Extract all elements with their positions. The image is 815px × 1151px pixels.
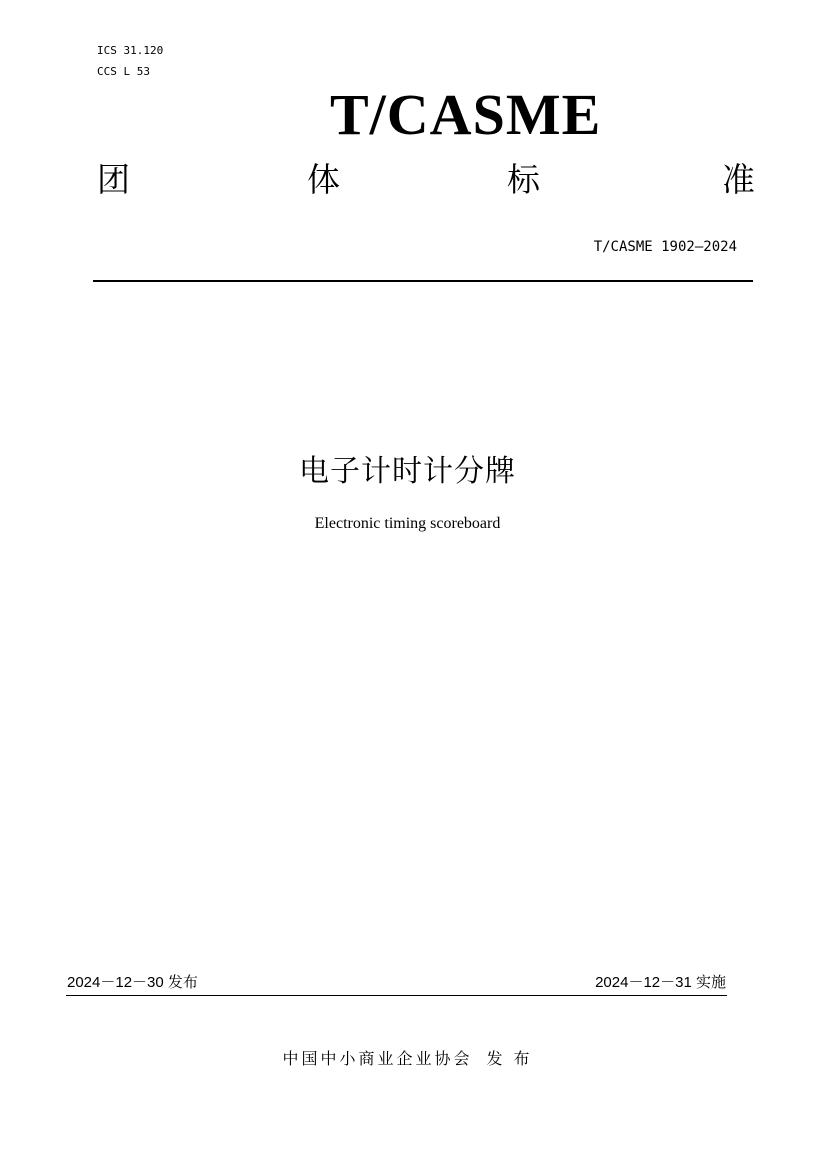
document-title-chinese: 电子计时计分牌 bbox=[299, 454, 516, 489]
organization-code: T/CASME bbox=[330, 82, 602, 147]
standard-type-char: 标 bbox=[507, 160, 540, 199]
standard-type-char: 准 bbox=[722, 160, 755, 199]
header-divider bbox=[93, 280, 753, 282]
ccs-code: CCS L 53 bbox=[97, 65, 150, 78]
publisher-name: 中国中小商业企业协会 bbox=[282, 1049, 473, 1068]
standard-type-char: 团 bbox=[97, 160, 130, 199]
publish-date: 2024－12－30 发布 bbox=[67, 974, 198, 991]
ics-code: ICS 31.120 bbox=[97, 44, 164, 57]
document-title-english: Electronic timing scoreboard bbox=[314, 515, 501, 532]
publisher-line bbox=[0, 1048, 815, 1070]
standard-number: T/CASME 1902—2024 bbox=[593, 239, 737, 255]
footer-divider bbox=[66, 995, 727, 996]
standard-type-char: 体 bbox=[307, 160, 340, 199]
publisher-suffix: 发 布 bbox=[486, 1049, 533, 1068]
implementation-date: 2024－12－31 实施 bbox=[595, 974, 726, 991]
